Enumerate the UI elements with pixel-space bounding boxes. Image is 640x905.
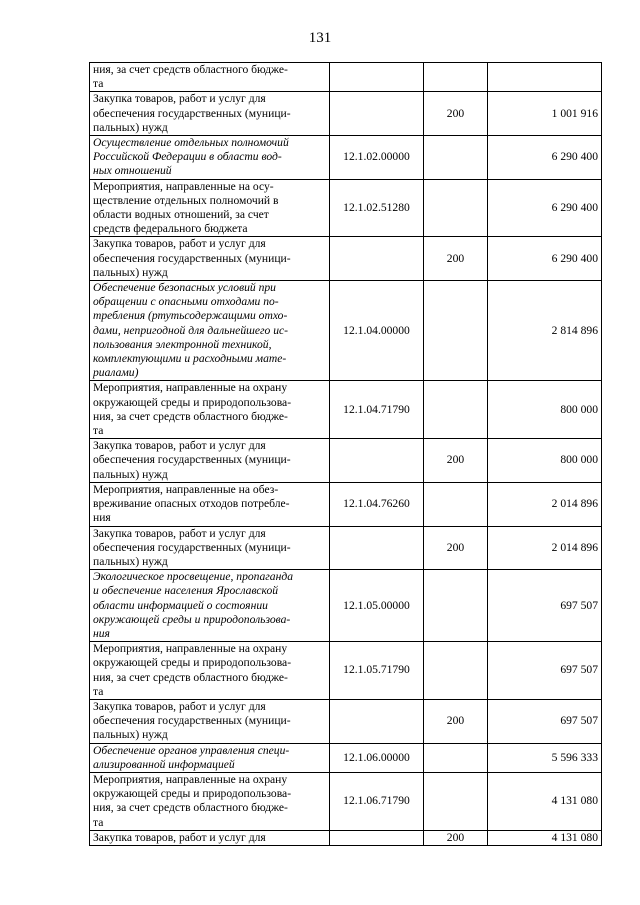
row-amount-text: 800 000 [560, 402, 598, 416]
row-expense-type-cell [424, 237, 488, 281]
row-name-text: Закупка товаров, работ и услуг для обеспечения государственных (муници- пальных) нужд [93, 439, 291, 481]
row-expense-type-cell [424, 136, 488, 180]
row-amount-cell [488, 642, 602, 700]
row-name-text: Закупка товаров, работ и услуг для обеспечения государственных (муници- пальных) нужд [93, 237, 291, 279]
row-code-text: 12.1.05.71790 [343, 663, 410, 677]
row-code-text: 12.1.04.00000 [343, 323, 410, 337]
table-row [90, 237, 602, 281]
row-name-text: Мероприятия, направленные на охрану окружающей среды и природопользова- ния, за счет средств областного бюдже- та [93, 381, 292, 438]
row-amount-text: 6 290 400 [551, 150, 598, 164]
row-code-cell [330, 136, 424, 180]
row-code-text: 12.1.02.00000 [343, 150, 410, 164]
table-row [90, 92, 602, 136]
row-name-cell [90, 381, 330, 439]
row-amount-text: 2 014 896 [551, 497, 598, 511]
row-amount-text: 4 131 080 [551, 830, 598, 844]
row-code-text: 12.1.06.71790 [343, 794, 410, 808]
table-row [90, 830, 602, 845]
row-amount-cell [488, 381, 602, 439]
row-amount-cell [488, 179, 602, 237]
row-expense-type-text: 200 [446, 540, 465, 554]
row-name-cell [90, 526, 330, 570]
row-name-cell [90, 281, 330, 381]
row-expense-type-cell [424, 482, 488, 526]
table-row [90, 772, 602, 830]
row-name-cell [90, 482, 330, 526]
table-row [90, 136, 602, 180]
row-amount-cell [488, 439, 602, 483]
row-name-cell [90, 642, 330, 700]
row-code-text: 12.1.06.00000 [343, 750, 410, 764]
row-expense-type-cell [424, 439, 488, 483]
row-code-cell [330, 63, 424, 92]
row-code-cell [330, 281, 424, 381]
row-expense-type-cell [424, 743, 488, 772]
table-row [90, 699, 602, 743]
row-name-cell [90, 136, 330, 180]
row-expense-type-cell [424, 772, 488, 830]
row-amount-cell [488, 237, 602, 281]
row-amount-text: 4 131 080 [551, 794, 598, 808]
budget-table [89, 62, 602, 846]
row-code-cell [330, 743, 424, 772]
row-name-text: Закупка товаров, работ и услуг для [93, 830, 266, 844]
row-name-text: ния, за счет средств областного бюдже- та [93, 63, 288, 91]
row-name-text: Мероприятия, направленные на охрану окружающей среды и природопользова- ния, за счет средств областного бюдже- та [93, 772, 292, 829]
row-code-cell [330, 381, 424, 439]
row-code-text: 12.1.05.00000 [343, 598, 410, 612]
table-row [90, 179, 602, 237]
row-expense-type-cell [424, 642, 488, 700]
row-amount-cell [488, 281, 602, 381]
page-number: 131 [308, 30, 332, 46]
budget-table-body [90, 63, 602, 846]
row-amount-text: 800 000 [560, 453, 598, 467]
row-code-cell [330, 92, 424, 136]
row-code-cell [330, 526, 424, 570]
table-row [90, 642, 602, 700]
row-expense-type-text: 200 [446, 106, 465, 120]
row-expense-type-text: 200 [446, 714, 465, 728]
row-name-cell [90, 63, 330, 92]
row-amount-text: 2 814 896 [551, 323, 598, 337]
row-amount-cell [488, 482, 602, 526]
row-name-text: Закупка товаров, работ и услуг для обеспечения государственных (муници- пальных) нужд [93, 92, 291, 134]
row-code-cell [330, 570, 424, 642]
row-name-text: Экологическое просвещение, пропаганда и обеспечение населения Ярославской области информацией о состоянии окружающей среды и природопользова- ния [93, 570, 293, 640]
row-name-cell [90, 570, 330, 642]
row-code-cell [330, 237, 424, 281]
row-amount-cell [488, 526, 602, 570]
row-code-cell [330, 439, 424, 483]
row-expense-type-cell [424, 570, 488, 642]
row-code-text: 12.1.04.71790 [343, 402, 410, 416]
row-expense-type-text: 200 [446, 251, 465, 265]
row-code-cell [330, 642, 424, 700]
row-name-cell [90, 92, 330, 136]
row-amount-cell [488, 743, 602, 772]
row-name-text: Закупка товаров, работ и услуг для обеспечения государственных (муници- пальных) нужд [93, 699, 291, 742]
table-row [90, 482, 602, 526]
row-name-cell [90, 699, 330, 743]
row-code-text: 12.1.04.76260 [343, 497, 410, 511]
row-name-text: Мероприятия, направленные на охрану окружающей среды и природопользова- ния, за счет средств областного бюдже- та [93, 642, 292, 698]
row-expense-type-cell [424, 281, 488, 381]
table-row [90, 570, 602, 642]
row-amount-cell [488, 136, 602, 180]
row-amount-cell [488, 570, 602, 642]
row-expense-type-cell [424, 699, 488, 743]
row-expense-type-cell [424, 526, 488, 570]
row-amount-text: 697 507 [560, 598, 598, 612]
row-amount-text: 2 014 896 [551, 540, 598, 554]
row-code-cell [330, 830, 424, 845]
row-code-cell [330, 179, 424, 237]
row-name-cell [90, 830, 330, 845]
row-expense-type-cell [424, 179, 488, 237]
row-name-cell [90, 179, 330, 237]
row-expense-type-text: 200 [446, 830, 465, 844]
row-code-cell [330, 772, 424, 830]
row-name-text: Обеспечение органов управления специ- ализированной информацией [93, 743, 290, 771]
row-amount-cell [488, 699, 602, 743]
row-amount-cell [488, 772, 602, 830]
row-expense-type-cell [424, 830, 488, 845]
row-name-cell [90, 237, 330, 281]
row-amount-text: 1 001 916 [551, 106, 598, 120]
row-code-cell [330, 699, 424, 743]
row-expense-type-text: 200 [446, 453, 465, 467]
row-name-cell [90, 439, 330, 483]
table-row [90, 526, 602, 570]
row-expense-type-cell [424, 381, 488, 439]
row-amount-cell [488, 830, 602, 845]
table-row [90, 281, 602, 381]
row-code-text: 12.1.02.51280 [343, 200, 410, 214]
row-amount-text: 6 290 400 [551, 200, 598, 214]
row-name-cell [90, 772, 330, 830]
row-amount-text: 5 596 333 [551, 750, 598, 764]
row-name-text: Закупка товаров, работ и услуг для обеспечения государственных (муници- пальных) нужд [93, 526, 291, 568]
table-row [90, 381, 602, 439]
table-row [90, 743, 602, 772]
row-amount-cell [488, 63, 602, 92]
row-expense-type-cell [424, 92, 488, 136]
row-amount-text: 697 507 [560, 663, 598, 677]
row-name-text: Обеспечение безопасных условий при обращении с опасными отходами по- требления (ртутьсодержащими отхо- дами, непригодной для дальнейшего ис- пользования электронной техникой, комплектующими и расходными мате- риалами) [93, 281, 289, 380]
row-name-text: Мероприятия, направленные на обез- вреживание опасных отходов потребле- ния [93, 482, 290, 525]
row-name-text: Мероприятия, направленные на осу- ществление отдельных полномочий в области водных отношений, за счет средств федерального бюджета [93, 179, 279, 236]
row-amount-text: 6 290 400 [551, 251, 598, 265]
row-amount-cell [488, 92, 602, 136]
table-row [90, 63, 602, 92]
row-code-cell [330, 482, 424, 526]
row-expense-type-cell [424, 63, 488, 92]
row-name-text: Осуществление отдельных полномочий Российской Федерации в области вод- ных отношений [93, 136, 289, 178]
row-name-cell [90, 743, 330, 772]
row-amount-text: 697 507 [560, 714, 598, 728]
table-row [90, 439, 602, 483]
